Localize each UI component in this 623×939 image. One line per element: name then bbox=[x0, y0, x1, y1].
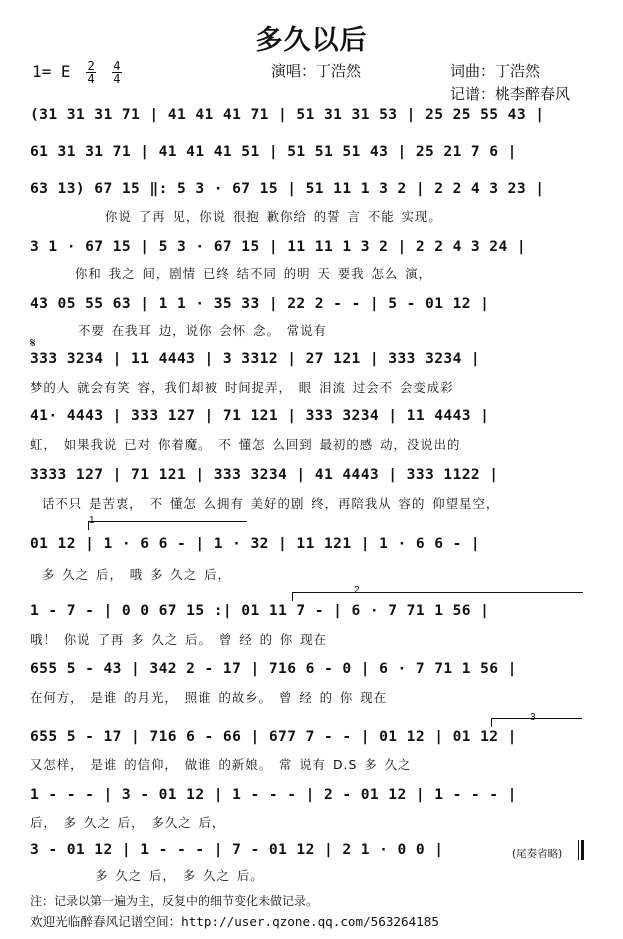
volta-2-bracket bbox=[292, 592, 583, 601]
lyric-row-11: 后， 多 久之 后， 多久之 后， bbox=[30, 815, 226, 830]
key-label: 1= E bbox=[32, 62, 71, 81]
lyric-row-8: 哦！ 你说 了再 多 久之 后。 曾 经 的 你 现在 bbox=[30, 632, 328, 647]
notation-row-14: 3 - 01 12 | 1 - - - | 7 - 01 12 | 2 1 · 0 0 | bbox=[30, 841, 444, 858]
footnote: 注：记录以第一遍为主，反复中的细节变化未做记录。 bbox=[30, 894, 319, 908]
notation-row-13: 1 - - - | 3 - 01 12 | 1 - - - | 2 - 01 12 | 1 - - - | bbox=[30, 786, 517, 803]
lyric-row-10: 又怎样， 是谁 的信仰， 做谁 的新娘。 常 说有 D.S 多 久之 bbox=[30, 757, 412, 772]
notation-row-11: 655 5 - 43 | 342 2 - 17 | 716 6 - 0 | 6 · 7 71 1 56 | bbox=[30, 660, 517, 677]
notation-row-1: (31 31 31 71 | 41 41 41 71 | 51 31 31 53 | 25 25 55 43 | bbox=[30, 106, 545, 123]
notation-row-3: 63 13) 67 15 ‖: 5 3 · 67 15 | 51 11 1 3 2 | 2 2 4 3 23 | bbox=[30, 180, 545, 197]
volta-2-label: 2 bbox=[354, 585, 360, 596]
volta-1-bracket bbox=[88, 521, 247, 530]
notation-row-12: 655 5 - 17 | 716 6 - 66 | 677 7 - - | 01 12 | 01 12 | bbox=[30, 728, 517, 745]
volta-3-bracket bbox=[491, 718, 582, 727]
lyric-row-5: 虹， 如果我说 已对 你着魔。 不 懂怎 么回到 最初的感 动，没说出的 bbox=[30, 437, 461, 452]
lyric-row-1: 你说 了再 见，你说 很抱 歉你给 的誓 言 不能 实现。 bbox=[105, 209, 442, 224]
time-signature-2-4: $\frac{2}{4}$ bbox=[87, 59, 95, 86]
lyric-row-9: 在何方， 是谁 的月光， 照谁 的故乡。 曾 经 的 你 现在 bbox=[30, 690, 388, 705]
time-signature-4-4: $\frac{4}{4}$ bbox=[113, 59, 121, 86]
lyric-row-3: 不要 在我耳 边，说你 会怀 念。 常说有 bbox=[78, 323, 327, 338]
notator-credit: 记谱：桃李醉春风 bbox=[450, 85, 571, 103]
outro-omitted-note: (尾奏省略) bbox=[512, 848, 563, 860]
notation-row-4: 3 1 · 67 15 | 5 3 · 67 15 | 11 11 1 3 2 | 2 2 4 3 24 | bbox=[30, 238, 527, 255]
lyric-row-7: 多 久之 后， 哦 多 久之 后， bbox=[42, 567, 231, 582]
lyric-row-4: 梦的人 就会有笑 容，我们却被 时间捉弄， 眼 泪流 过会不 会变成彩 bbox=[30, 380, 454, 395]
song-title: 多久以后 bbox=[255, 25, 368, 56]
notation-row-2: 61 31 31 71 | 41 41 41 51 | 51 51 51 43 | 25 21 7 6 | bbox=[30, 143, 517, 160]
notation-row-5: 43 05 55 63 | 1 1 · 35 33 | 22 2 - - | 5 - 01 12 | bbox=[30, 295, 490, 312]
composer-credit: 词曲：丁浩然 bbox=[450, 62, 541, 80]
singer-credit: 演唱：丁浩然 bbox=[271, 62, 362, 80]
lyric-row-2: 你和 我之 间，剧情 已终 结不同 的明 天 要我 怎么 演， bbox=[75, 266, 433, 281]
welcome-line: 欢迎光临醉春风记谱空间：http://user.qzone.qq.com/563264185 bbox=[30, 914, 439, 929]
key-signature bbox=[32, 60, 122, 85]
final-barline bbox=[578, 840, 584, 860]
notation-row-10: 1 - 7 - | 0 0 67 15 :| 01 11 7 - | 6 · 7 71 1 56 | bbox=[30, 602, 490, 619]
notation-row-8: 3333 127 | 71 121 | 333 3234 | 41 4443 | 333 1122 | bbox=[30, 466, 499, 483]
notation-row-7: 41· 4443 | 333 127 | 71 121 | 333 3234 | 11 4443 | bbox=[30, 407, 490, 424]
volta-3-label: 3 bbox=[530, 712, 536, 723]
volta-1-label: 1 bbox=[89, 515, 95, 526]
notation-row-6: 333 3234 | 11 4443 | 3 3312 | 27 121 | 333 3234 | bbox=[30, 350, 481, 367]
notation-row-9: 01 12 | 1 · 6 6 - | 1 · 32 | 11 121 | 1 · 6 6 - | bbox=[30, 535, 481, 552]
lyric-row-6: 话不只 是苦衷， 不 懂怎 么拥有 美好的剧 终，再陪我从 容的 仰望星空， bbox=[42, 496, 500, 511]
lyric-row-12: 多 久之 后， 多 久之 后。 bbox=[95, 868, 264, 883]
segno-sign: 𝄋 bbox=[30, 336, 36, 351]
